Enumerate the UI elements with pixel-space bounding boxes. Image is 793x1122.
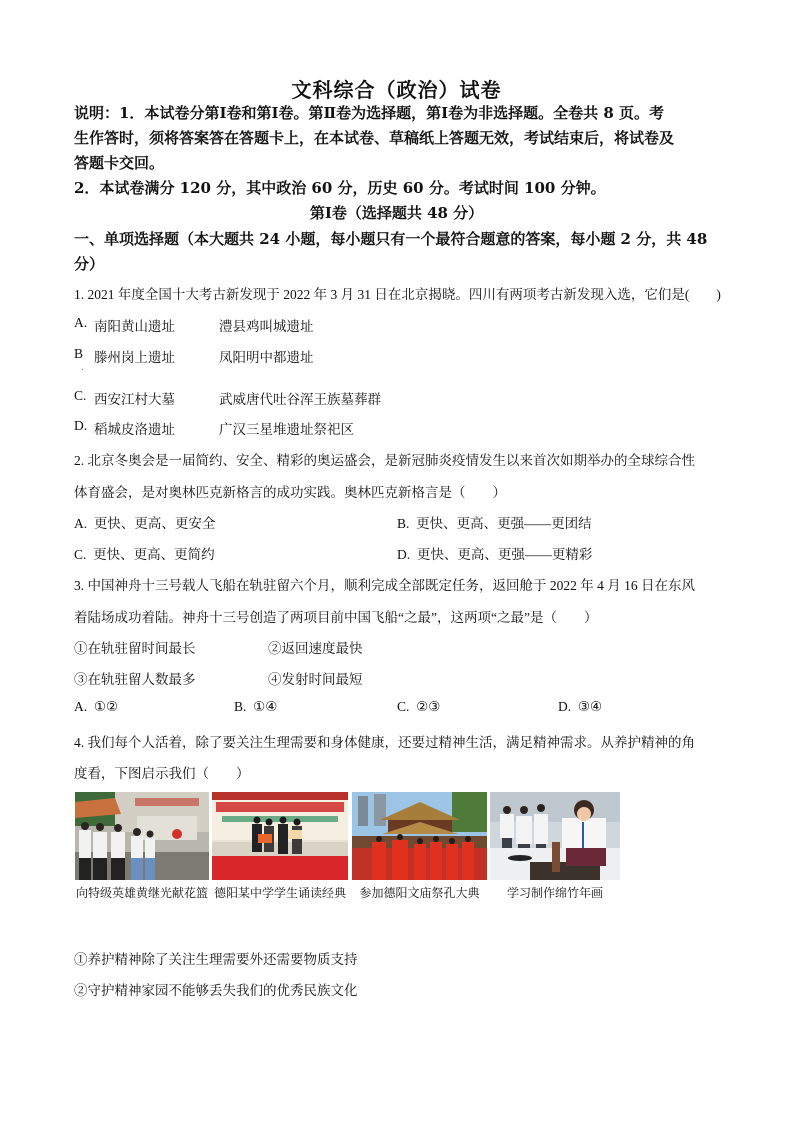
question-1-stem: 1. 2021 年度全国十大考古新发现于 2022 年 3 月 31 日在北京揭晓。四川有两项考古新发现入选，它们是( ): [74, 287, 721, 302]
part-title: 第Ⅰ卷（选择题共 48 分）: [309, 204, 484, 222]
option-label: C.: [397, 699, 410, 714]
instructions-line-1: 说明：1．本试卷分第Ⅰ卷和第Ⅰ卷。第Ⅱ卷为选择题，第Ⅰ卷为非选择题。全卷共 8 页。考: [74, 104, 665, 122]
option-label: C.: [74, 547, 87, 562]
section-heading-line-2: 分）: [74, 255, 105, 273]
option-label: B: [74, 346, 84, 361]
option-text-1: 南阳黄山遗址: [94, 319, 175, 334]
photo-salute-memorial: [75, 792, 209, 880]
option-text: 更快、更高、更安全: [93, 516, 216, 531]
option-text: 更快、更高、更简约: [93, 547, 215, 562]
option-text-2: 澧县鸡叫城遗址: [219, 319, 314, 334]
question-3-statement-2: ②返回速度最快: [268, 641, 363, 656]
option-label: D.: [74, 418, 88, 433]
option-text-1: 滕州岗上遗址: [94, 350, 175, 365]
photo-caption-4: 学习制作绵竹年画: [506, 886, 603, 900]
option-label: C.: [74, 388, 87, 403]
question-4-statement-1: ①养护精神除了关注生理需要外还需要物质支持: [74, 952, 358, 967]
photo-caption-1: 向特级英雄黄继光献花篮: [75, 886, 208, 900]
option-text: 更快、更高、更强——更精彩: [416, 547, 593, 562]
photo-confucius-ceremony: [352, 792, 487, 880]
option-label: D.: [397, 547, 411, 562]
option-text-1: 稻城皮洛遗址: [94, 422, 175, 437]
question-3-statement-4: ④发射时间最短: [268, 672, 363, 687]
photo-caption-2: 德阳某中学学生诵读经典: [213, 886, 346, 900]
question-4-stem-line-1: 4. 我们每个人活着，除了要关注生理需要和身体健康，还要过精神生活，满足精神需求。从养护精神的角: [74, 735, 695, 750]
option-label: A.: [74, 699, 88, 714]
question-3-stem-line-1: 3. 中国神舟十三号载人飞船在轨驻留六个月，顺利完成全部既定任务，返回舱于 2022 年 4 月 16 日在东风: [74, 578, 695, 593]
question-3-statement-3: ③在轨驻留人数最多: [74, 672, 196, 687]
option-text: ①④: [253, 699, 278, 714]
question-3-option-b: [234, 699, 277, 715]
option-text: ②③: [416, 699, 441, 714]
instructions-line-4: 2．本试卷满分 120 分，其中政治 60 分，历史 60 分。考试时间 100 分钟。: [74, 179, 606, 197]
question-3-option-d: [558, 699, 602, 715]
question-2-option-d: [397, 543, 592, 563]
instructions-line-2: 生作答时，须将答案答在答题卡上，在本试卷、草稿纸上答题无效，考试结束后，将试卷及: [74, 129, 675, 147]
option-label: A.: [74, 516, 88, 531]
question-2-stem-line-1: 2. 北京冬奥会是一届简约、安全、精彩的奥运盛会，是新冠肺炎疫情发生以来首次如期举办的全球综合性: [74, 453, 695, 468]
question-3-option-a: [74, 699, 118, 715]
option-text: 更快、更高、更强——更团结: [416, 516, 592, 531]
photo-caption-3: 参加德阳文庙祭孔大典: [359, 886, 480, 900]
option-text: ③④: [577, 699, 603, 714]
option-text-2: 凤阳明中都遗址: [219, 350, 314, 365]
question-2-option-b: [397, 512, 592, 532]
option-label: A.: [74, 315, 88, 330]
question-3-stem-line-2: 着陆场成功着陆。神舟十三号创造了两项目前中国飞船“之最”，这两项“之最”是（ ）: [74, 610, 598, 625]
photo-stage-award: [212, 792, 348, 880]
instructions-line-3: 答题卡交回。: [74, 154, 165, 172]
question-2-option-a: [74, 512, 215, 532]
question-3-statement-1: ①在轨驻留时间最长: [74, 641, 196, 656]
document-title: 文科综合（政治）试卷: [291, 78, 502, 102]
stray-dot: [82, 369, 83, 370]
option-label: B.: [234, 699, 247, 714]
section-heading-line-1: 一、单项选择题（本大题共 24 小题，每小题只有一个最符合题意的答案，每小题 2 分，共 48: [74, 230, 708, 248]
option-text: ①②: [93, 699, 119, 714]
option-label: D.: [558, 699, 572, 714]
option-text-2: 广汉三星堆遗址祭祀区: [219, 422, 354, 437]
question-4-stem-line-2: 度看，下图启示我们（ ）: [74, 766, 250, 781]
question-3-option-c: [397, 699, 440, 715]
photo-new-year-painting: [490, 792, 620, 880]
option-text-2: 武威唐代吐谷浑王族墓葬群: [219, 392, 381, 407]
option-text-1: 西安江村大墓: [94, 392, 175, 407]
question-2-stem-line-2: 体育盛会，是对奥林匹克新格言的成功实践。奥林匹克新格言是（ ）: [74, 485, 506, 500]
question-4-statement-2: ②守护精神家园不能够丢失我们的优秀民族文化: [74, 983, 358, 998]
question-2-option-c: [74, 543, 215, 563]
option-label: B.: [397, 516, 410, 531]
